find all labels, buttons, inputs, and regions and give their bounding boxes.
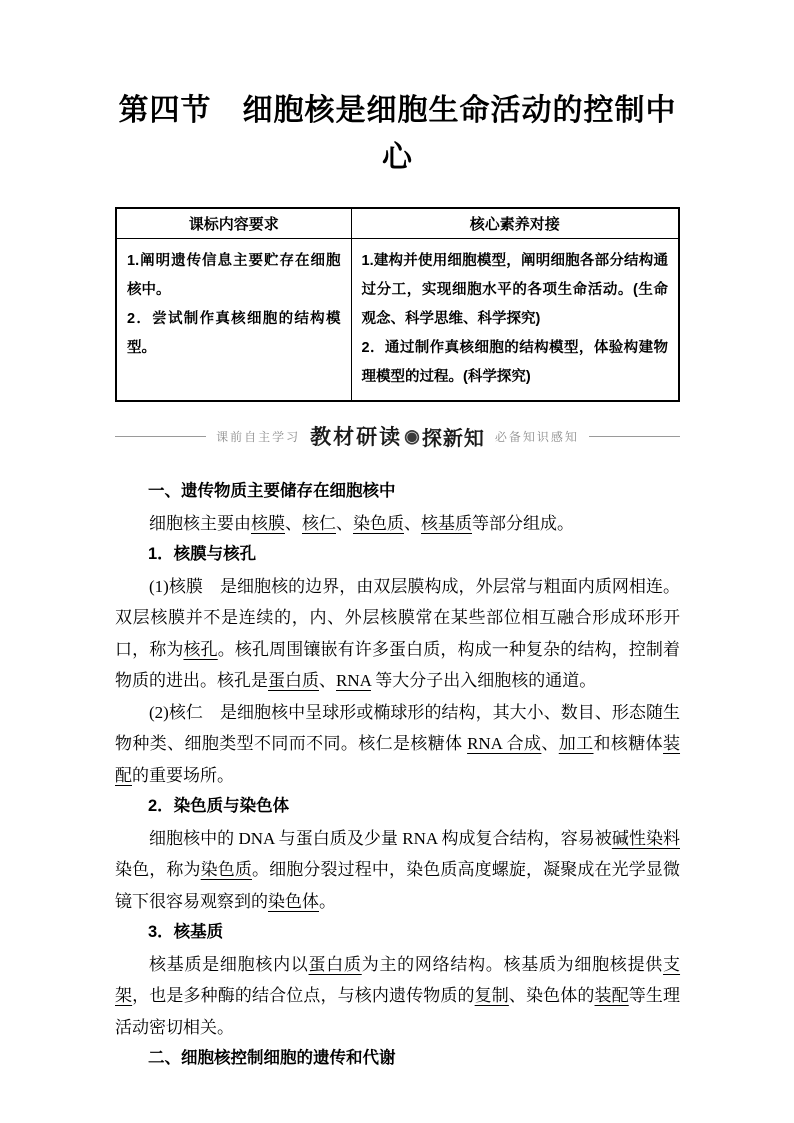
page-title-line1: 第四节 细胞核是细胞生命活动的控制中 xyxy=(118,94,677,127)
textbook-study-label: 教材研读 xyxy=(310,426,403,449)
text-run: 等部分组成。 xyxy=(472,513,574,533)
explore-knowledge-label: 探新知 xyxy=(421,427,485,450)
text-run: 、染色体的 xyxy=(508,986,595,1005)
text-run: 为主的网络结构。核基质为细胞核提供 xyxy=(361,954,664,974)
underlined-term: 装配 xyxy=(594,986,629,1005)
table-cell-standards xyxy=(116,239,351,402)
requirement-item: 1.阐明遗传信息主要贮存在细胞核中。 xyxy=(127,253,341,298)
text-run: 、 xyxy=(285,513,302,533)
text-run: 、 xyxy=(404,513,421,533)
subsection-heading: 3．核基质 xyxy=(148,923,224,941)
underlined-term: 染色质 xyxy=(200,860,252,879)
divider-badge-icon: ◉ xyxy=(404,426,420,446)
text-run: 。 xyxy=(319,891,336,911)
section-divider xyxy=(115,418,680,454)
text-run: 。核孔周围镶嵌有许多蛋白质，构成一种复杂的结构，控制着物质的进出。核孔是 xyxy=(115,639,680,690)
underlined-term: 蛋白质 xyxy=(308,954,362,974)
text-run: (2)核仁 是细胞核中呈球形或椭球形的结构，其大小、数目、形态随生物种类、细胞类型不同而不同。核仁是核糖体 xyxy=(115,702,680,753)
text-run: (1)核膜 是细胞核的边界，由双层膜构成，外层常与粗面内质网相连。双层核膜并不是连续的，内、外层核膜常在某些部位相互融合形成环形开口，称为 xyxy=(115,576,680,659)
section-heading: 一、遗传物质主要储存在细胞核中 xyxy=(148,482,396,500)
table-header-standards: 课标内容要求 xyxy=(116,208,351,239)
divider-right-label: 必备知识感知 xyxy=(494,429,579,444)
underlined-term: RNA 合成 xyxy=(467,734,542,753)
underlined-term: 核仁 xyxy=(302,513,336,533)
curriculum-table xyxy=(115,207,680,402)
underlined-term: 核基质 xyxy=(421,513,472,533)
page-title-line2: 心 xyxy=(382,140,413,174)
text-run: 和核糖体 xyxy=(593,734,664,753)
body-paragraph xyxy=(115,508,680,540)
underlined-term: 核孔 xyxy=(183,639,218,659)
body-paragraph xyxy=(115,823,680,918)
underlined-term: 核膜 xyxy=(251,513,285,533)
underlined-term: 装配 xyxy=(115,734,681,785)
underlined-term: 加工 xyxy=(558,734,594,753)
text-run: 等生理活动密切相关。 xyxy=(115,986,680,1037)
text-run: 、 xyxy=(336,513,353,533)
table-header-row xyxy=(116,208,679,239)
text-run: 核基质是细胞核内以 xyxy=(149,954,309,974)
body-paragraph xyxy=(115,697,680,792)
body-paragraph xyxy=(115,571,680,697)
text-run: 细胞核中的 DNA 与蛋白质及少量 RNA 构成复合结构，容易被 xyxy=(149,828,612,848)
divider-line-left xyxy=(115,436,206,437)
text-run: 。细胞分裂过程中，染色质高度螺旋，凝聚成在光学显微镜下很容易观察到的 xyxy=(115,860,680,911)
text-run: ，也是多种酶的结合位点，与核内遗传物质的 xyxy=(132,986,475,1005)
table-header-literacy: 核心素养对接 xyxy=(351,208,679,239)
table-cell-literacy xyxy=(351,239,679,402)
literacy-item: 1.建构并使用细胞模型，阐明细胞各部分结构通过分工，实现细胞水平的各项生命活动。(生命观念、科学思维、科学探究) xyxy=(361,253,668,327)
section-heading: 二、细胞核控制细胞的遗传和代谢 xyxy=(148,1049,396,1067)
document-body xyxy=(115,476,680,1075)
body-paragraph xyxy=(115,949,680,1044)
text-run: 等大分子出入细胞核的通道。 xyxy=(370,671,597,690)
subsection-heading: 2．染色质与染色体 xyxy=(148,797,290,815)
requirement-item: 2．尝试制作真核细胞的结构模型。 xyxy=(127,311,341,356)
underlined-term: 复制 xyxy=(474,986,509,1005)
text-run: 、 xyxy=(541,734,559,753)
text-run: 的重要场所。 xyxy=(132,765,234,785)
text-run: 细胞核主要由 xyxy=(149,513,251,533)
table-body-row xyxy=(116,239,679,402)
underlined-term: 支架 xyxy=(115,954,681,1005)
divider-line-right xyxy=(589,436,680,437)
underlined-term: 碱性染料 xyxy=(611,828,680,848)
underlined-term: 染色体 xyxy=(268,891,319,911)
literacy-item: 2．通过制作真核细胞的结构模型，体验构建物理模型的过程。(科学探究) xyxy=(361,340,668,385)
subsection-heading: 1．核膜与核孔 xyxy=(148,545,257,563)
underlined-term: 蛋白质 xyxy=(268,671,319,690)
page-title xyxy=(115,88,680,181)
underlined-term: 染色质 xyxy=(353,513,404,533)
text-run: 、 xyxy=(319,671,336,690)
divider-left-label: 课前自主学习 xyxy=(216,429,301,444)
underlined-term: RNA xyxy=(336,671,371,690)
text-run: 染色，称为 xyxy=(115,860,201,879)
